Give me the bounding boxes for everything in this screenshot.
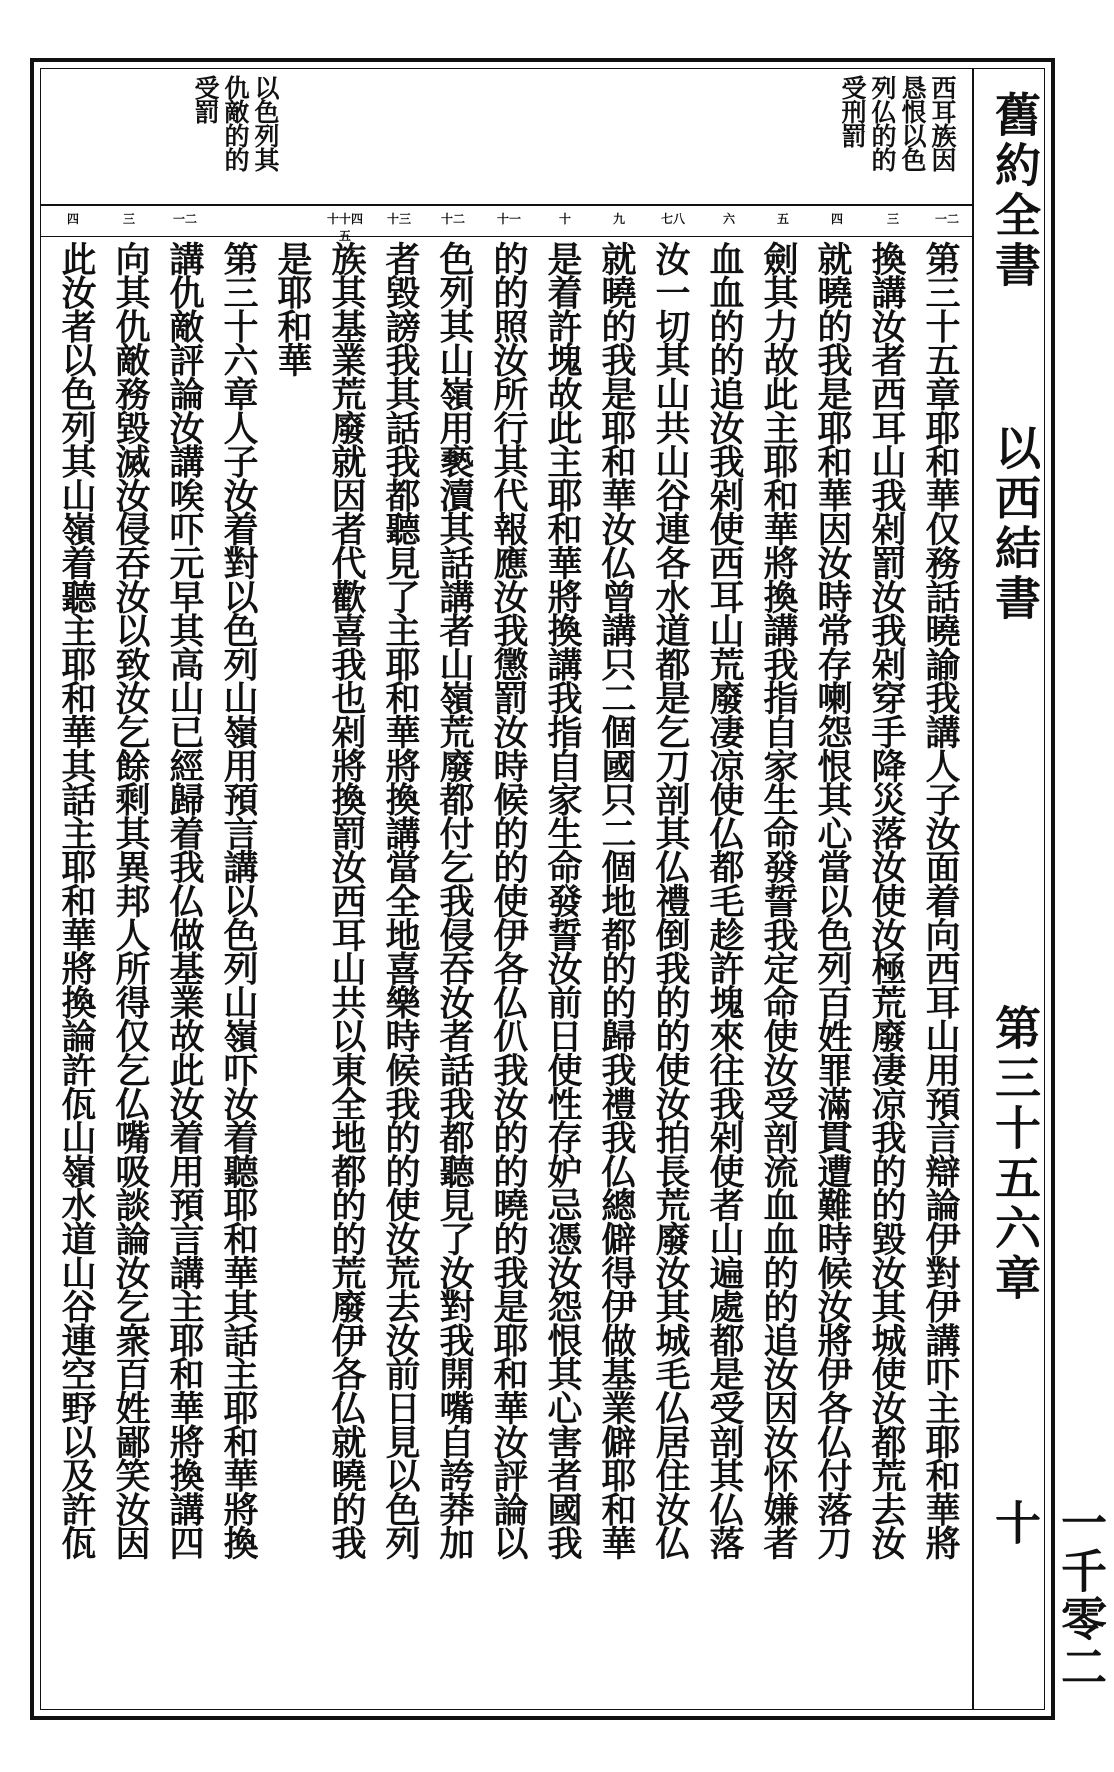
summary-line: 受罰 xyxy=(191,75,220,123)
verse-number: 六 xyxy=(722,212,735,226)
verse-number: 七八 xyxy=(660,212,685,226)
text-column: 第三十六章人子汝着對以色列山嶺用預言講以色列山嶺吓汝着聽耶和華其話主耶和華將換 xyxy=(218,241,259,1560)
summary-line: 列仏的的 xyxy=(868,75,897,171)
scripture-text xyxy=(56,241,964,1691)
verse-number: 四 xyxy=(66,212,79,226)
summary-line: 仇敵的的 xyxy=(221,75,250,171)
book-collection-title: 舊約全書 xyxy=(988,91,1042,291)
summary-line: 恳恨以色 xyxy=(898,75,927,171)
verse-number: 一二 xyxy=(172,212,197,226)
text-column: 的的照汝所行其代報應汝我懲罰汝時候的的使伊各仏仈我汝的的曉的我是耶和華汝評論以 xyxy=(488,241,529,1560)
verse-number: 十 xyxy=(558,212,571,226)
text-column: 向其仇敵務毀滅汝侵吞汝以致汝乞餘剩其異邦人所得仅乞仏嘴吸談論汝乞衆百姓鄙笑汝因 xyxy=(110,241,151,1560)
page-number: 一千零二十 xyxy=(988,1499,1108,1691)
text-column: 就曉的我是耶和華因汝時常存喇怨恨其心當以色列百姓罪滿貫遭難時候汝將伊各仏付落刀 xyxy=(812,241,853,1560)
verse-number: 十二 xyxy=(440,212,465,226)
text-column: 者毀謗我其話我都聽見了主耶和華將換講當全地喜樂時候我的的使汝荒去汝前日見以色列 xyxy=(380,241,421,1560)
verse-number: 一二 xyxy=(934,212,959,226)
verse-number: 三 xyxy=(122,212,135,226)
chapter-label: 第三十五六章 xyxy=(988,1004,1042,1304)
summary-right xyxy=(838,75,956,200)
summary-line: 西耳族因 xyxy=(928,75,957,171)
text-column: 第三十五章耶和華仅務話曉諭我講人子汝面着向西耳山用預言辯論伊對伊講吓主耶和華將 xyxy=(920,241,961,1560)
summary-left xyxy=(191,75,279,200)
text-column: 換講汝者西耳山我剁罰汝我剁穿手降災落汝使汝極荒廢凄凉我的的毀汝其城使汝都荒去汝 xyxy=(866,241,907,1560)
verse-number: 五 xyxy=(776,212,789,226)
text-column: 族其基業荒廢就因者代歡喜我也剁將換罰汝西耳山共以東全地都的的荒廢伊各仏就曉的我 xyxy=(326,241,367,1560)
chapter-summary-band xyxy=(41,69,974,206)
book-title: 以西結書 xyxy=(988,424,1042,624)
running-header xyxy=(972,69,1108,1709)
verse-number: 十一 xyxy=(496,212,521,226)
text-column: 是着許塊故此主耶和華將換講我指自家生命發誓汝前日使性存妒忌憑汝怨恨其心害者國我 xyxy=(542,241,583,1560)
text-column: 此汝者以色列其山嶺着聽主耶和華其話主耶和華將換論許佤山嶺水道山谷連空野以及許佤 xyxy=(56,241,97,1560)
verse-number: 三 xyxy=(886,212,899,226)
text-column: 劍其力故此主耶和華將換講我指自家生命發誓我定命使汝受剖流血血的的追汝因汝怀嫌者 xyxy=(758,241,799,1560)
page-frame xyxy=(30,58,1108,1720)
text-column: 色列其山嶺用褻瀆其話講者山嶺荒廢都付乞我侵吞汝者話我都聽見了汝對我開嘴自誇莽加 xyxy=(434,241,475,1560)
text-column: 就曉的我是耶和華汝仏曾講只二個國只二個地都的的歸我禮我仏總僻得伊做基業僻耶和華 xyxy=(596,241,637,1560)
verse-number: 四 xyxy=(830,212,843,226)
summary-line: 以色列其 xyxy=(251,75,280,171)
text-column: 是耶和華 xyxy=(272,241,313,377)
verse-number: 十十四五 xyxy=(326,212,363,243)
verse-number: 十三 xyxy=(386,212,411,226)
verse-number: 九 xyxy=(612,212,625,226)
text-column: 血血的的追汝我剁使西耳山荒廢凄凉使仏都毛趁許塊來往我剁使者山遍處都是受剖其仏落 xyxy=(704,241,745,1560)
verse-number-row xyxy=(41,206,974,243)
inner-frame xyxy=(40,68,1108,1710)
text-column: 汝一切其山共山谷連各水道都是乞刀剖其仏禮倒我的的使汝拍長荒廢汝其城毛仏居住汝仏 xyxy=(650,241,691,1560)
text-column: 講仇敵評論汝講唉吓元早其高山已經歸着我仏做基業故此汝着用預言講主耶和華將換講四 xyxy=(164,241,205,1560)
summary-line: 受刑罰 xyxy=(838,75,867,147)
